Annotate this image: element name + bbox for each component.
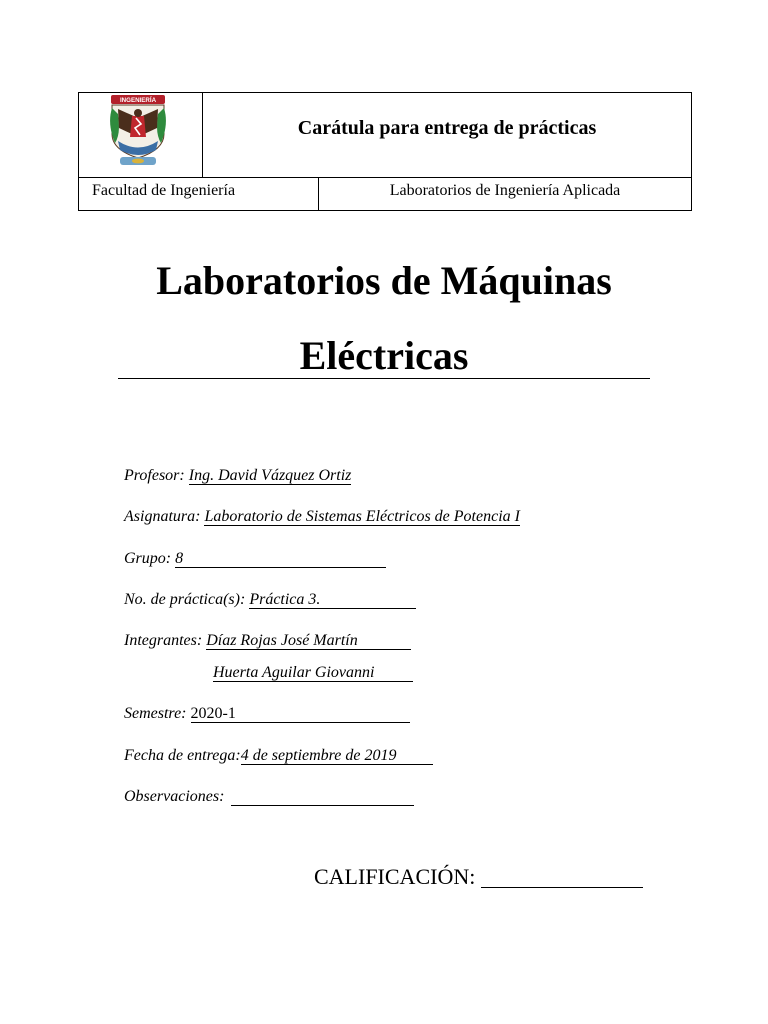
unam-ingenieria-logo (106, 94, 170, 168)
field-grupo-value: 8 (175, 550, 386, 568)
header-title: Carátula para entrega de prácticas (297, 116, 597, 139)
calificacion (314, 866, 643, 888)
field-observaciones-blank-line (231, 805, 414, 806)
document-title-line-1: Laboratorios de Máquinas (156, 258, 612, 303)
labs-name: Laboratorios de Ingeniería Aplicada (389, 182, 621, 199)
field-fecha-value: 4 de septiembre de 2019 (241, 747, 433, 765)
field-practica-label: No. de práctica(s): (124, 591, 246, 608)
document-title-line-2: Eléctricas (299, 333, 469, 378)
field-practica-value: Práctica 3. (249, 591, 416, 609)
field-profesor-label: Profesor: (124, 467, 185, 484)
logo-eagle-head (134, 109, 142, 117)
field-integrantes-row-2 (213, 664, 413, 682)
logo-banner-text: INGENIERÍA (119, 97, 157, 104)
field-fecha (124, 747, 433, 765)
field-fecha-label: Fecha de entrega: (124, 747, 241, 764)
faculty-name: Facultad de Ingeniería (92, 182, 236, 199)
field-asignatura-label: Asignatura: (124, 508, 201, 525)
faculty-cell (78, 177, 319, 211)
field-integrantes (124, 632, 411, 650)
field-asignatura-value: Laboratorio de Sistemas Eléctricos de Potencia I (204, 508, 520, 525)
calificacion-label: CALIFICACIÓN: (314, 864, 476, 889)
field-semestre-label: Semestre: (124, 705, 187, 722)
field-asignatura (124, 508, 520, 526)
field-grupo (124, 550, 386, 568)
field-integrantes-label: Integrantes: (124, 632, 203, 649)
field-integrantes-member-1: Díaz Rojas José Martín (206, 632, 411, 650)
field-observaciones-label: Observaciones: (124, 788, 225, 805)
field-semestre-value: 2020-1 (191, 705, 411, 723)
header-title-cell (202, 92, 692, 178)
field-observaciones (124, 788, 414, 806)
field-profesor (124, 467, 351, 485)
field-semestre (124, 705, 410, 723)
labs-cell (318, 177, 692, 211)
field-integrantes-member-2: Huerta Aguilar Giovanni (213, 664, 413, 682)
field-practica (124, 591, 416, 609)
calificacion-blank-line (481, 866, 643, 888)
field-profesor-value: Ing. David Vázquez Ortiz (188, 467, 352, 484)
logo-base-ornament (132, 159, 144, 164)
document-title (118, 243, 650, 379)
field-grupo-label: Grupo: (124, 550, 172, 567)
